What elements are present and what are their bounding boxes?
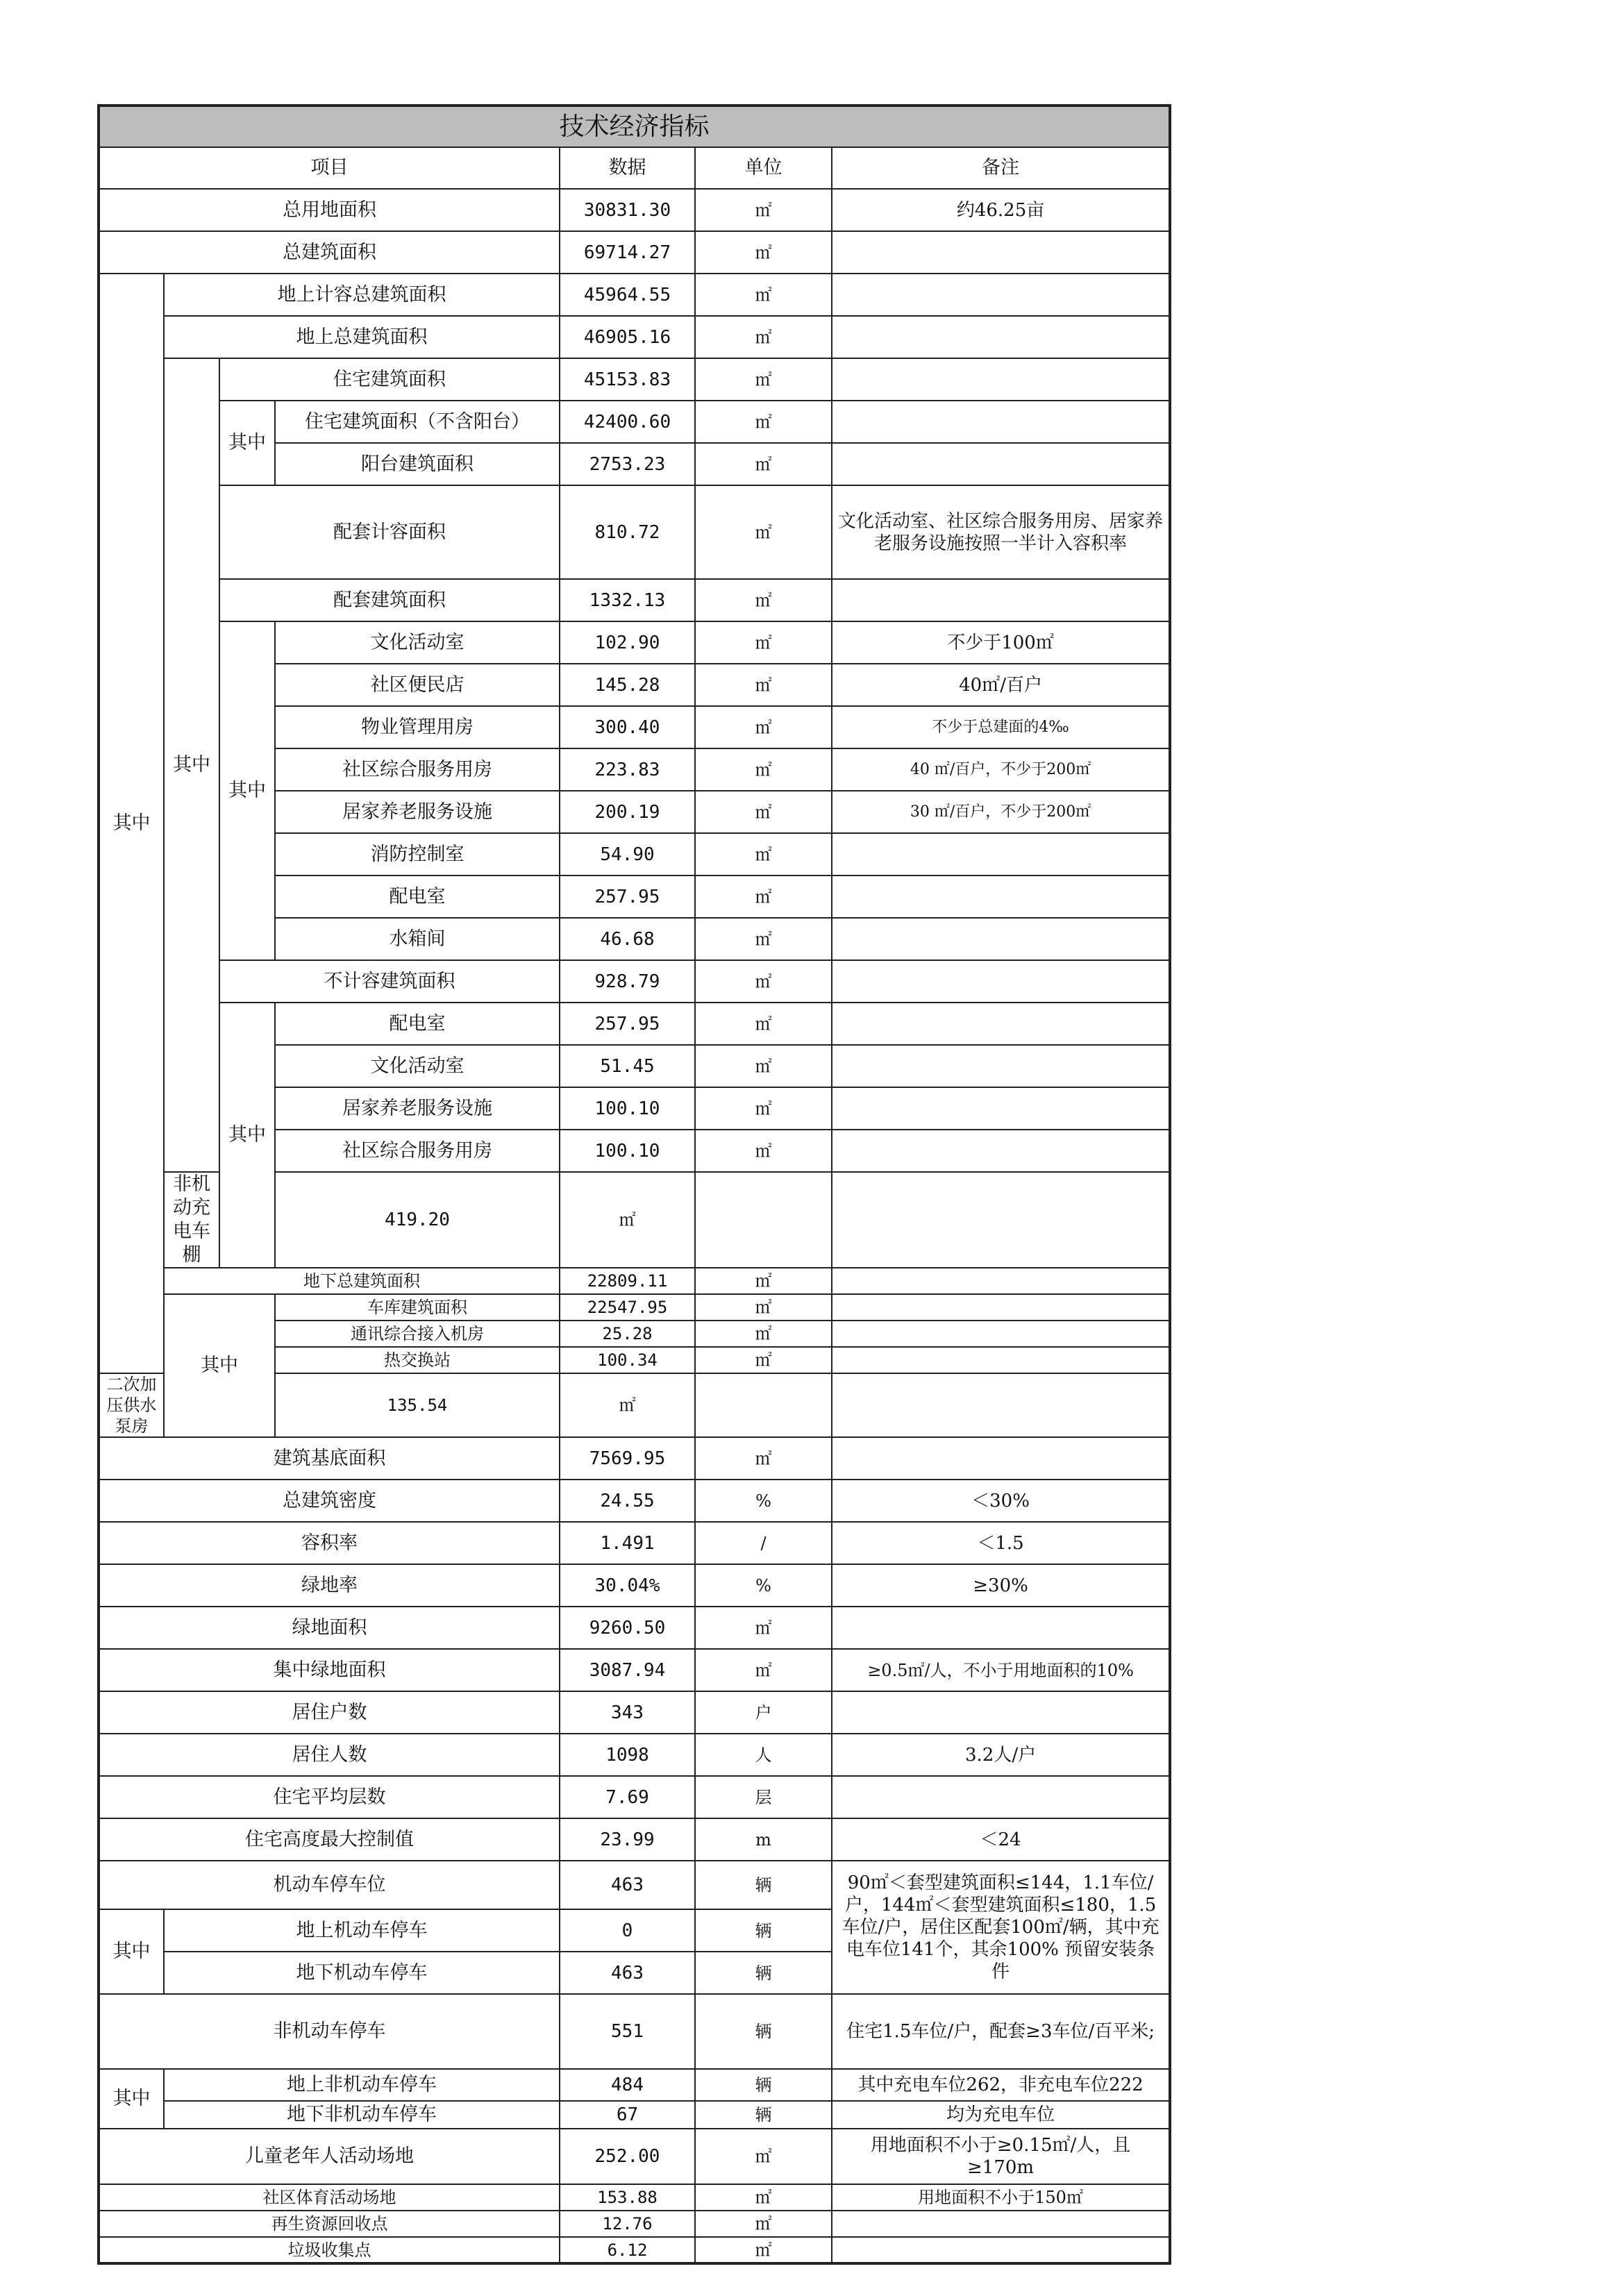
row-note xyxy=(832,1347,1170,1373)
table-row xyxy=(99,358,1170,401)
row-unit: ㎡ xyxy=(695,1347,832,1373)
group-label-l1: 其中 xyxy=(99,2069,164,2129)
row-label: 垃圾收集点 xyxy=(99,2237,560,2263)
row-label: 二次加压供水泵房 xyxy=(99,1373,164,1437)
row-label: 社区体育活动场地 xyxy=(99,2184,560,2211)
row-unit: ㎡ xyxy=(695,274,832,316)
row-label: 配电室 xyxy=(275,1003,560,1045)
row-value: 46905.16 xyxy=(560,316,695,358)
row-note: 其中充电车位262，非充电车位222 xyxy=(832,2069,1170,2101)
row-label: 通讯综合接入机房 xyxy=(275,1321,560,1347)
row-note xyxy=(832,579,1170,621)
row-note: 文化活动室、社区综合服务用房、居家养老服务设施按照一半计入容积率 xyxy=(832,485,1170,579)
row-unit: ㎡ xyxy=(695,485,832,579)
row-value: 23.99 xyxy=(560,1818,695,1861)
row-unit: ㎡ xyxy=(695,875,832,918)
row-note xyxy=(832,833,1170,875)
row-value: 100.10 xyxy=(560,1130,695,1172)
table-row xyxy=(99,1691,1170,1734)
row-unit: 户 xyxy=(695,1691,832,1734)
row-label: 文化活动室 xyxy=(275,1045,560,1087)
row-note xyxy=(832,358,1170,401)
row-value: 463 xyxy=(560,1861,695,1909)
row-unit: % xyxy=(695,1564,832,1607)
row-value: 810.72 xyxy=(560,485,695,579)
row-label: 文化活动室 xyxy=(275,621,560,664)
row-note xyxy=(832,2237,1170,2263)
row-value: 54.90 xyxy=(560,833,695,875)
row-value: 928.79 xyxy=(560,960,695,1003)
group-label-l2: 其中 xyxy=(164,1294,275,1437)
table-row xyxy=(99,2211,1170,2237)
row-note: 均为充电车位 xyxy=(832,2101,1170,2129)
row-label: 地上非机动车停车 xyxy=(164,2069,560,2101)
row-unit: ㎡ xyxy=(695,706,832,748)
table-title: 技术经济指标 xyxy=(99,106,1170,147)
row-unit: ㎡ xyxy=(695,960,832,1003)
row-label: 集中绿地面积 xyxy=(99,1649,560,1691)
row-label: 住宅建筑面积 xyxy=(219,358,560,401)
row-label: 住宅平均层数 xyxy=(99,1776,560,1818)
row-unit: ㎡ xyxy=(695,1087,832,1130)
row-value: 484 xyxy=(560,2069,695,2101)
row-note xyxy=(832,1776,1170,1818)
row-note xyxy=(832,1045,1170,1087)
row-note: ≥0.5㎡/人，不小于用地面积的10% xyxy=(832,1649,1170,1691)
row-value: 100.10 xyxy=(560,1087,695,1130)
group-label-l2: 其中 xyxy=(164,358,219,1172)
row-value: 22547.95 xyxy=(560,1294,695,1321)
row-note: 40㎡/百户 xyxy=(832,664,1170,706)
row-note xyxy=(832,401,1170,443)
row-label: 地下总建筑面积 xyxy=(164,1268,560,1294)
row-label: 再生资源回收点 xyxy=(99,2211,560,2237)
row-unit: 辆 xyxy=(695,1861,832,1909)
row-unit: ㎡ xyxy=(695,1268,832,1294)
row-label: 总建筑面积 xyxy=(99,231,560,274)
row-unit: 层 xyxy=(695,1776,832,1818)
row-label: 绿地面积 xyxy=(99,1607,560,1649)
row-value: 200.19 xyxy=(560,791,695,833)
table-row xyxy=(99,1776,1170,1818)
row-note: 不少于总建面的4‰ xyxy=(832,706,1170,748)
row-value: 102.90 xyxy=(560,621,695,664)
row-unit: 辆 xyxy=(695,2101,832,2129)
table-row xyxy=(99,1818,1170,1861)
row-unit: ㎡ xyxy=(695,664,832,706)
row-note: 90㎡＜套型建筑面积≤144，1.1车位/户，144㎡＜套型建筑面积≤180，1.5车位/户，居住区配套100㎡/辆，其中充电车位141个，其余100% 预留安装条件 xyxy=(832,1861,1170,1994)
row-label: 地上总建筑面积 xyxy=(164,316,560,358)
row-value: 223.83 xyxy=(560,748,695,791)
row-note xyxy=(832,1607,1170,1649)
row-note xyxy=(832,1294,1170,1321)
row-note: ＜1.5 xyxy=(832,1522,1170,1564)
table-row xyxy=(99,274,1170,316)
row-value: 12.76 xyxy=(560,2211,695,2237)
table-row xyxy=(99,1268,1170,1294)
row-unit: 人 xyxy=(695,1734,832,1776)
row-unit: ㎡ xyxy=(695,401,832,443)
row-unit: ㎡ xyxy=(695,189,832,231)
row-value: 7.69 xyxy=(560,1776,695,1818)
row-label: 不计容建筑面积 xyxy=(219,960,560,1003)
row-note xyxy=(832,1437,1170,1480)
row-value: 145.28 xyxy=(560,664,695,706)
row-note xyxy=(832,316,1170,358)
header-item: 项目 xyxy=(99,147,560,189)
row-label: 居家养老服务设施 xyxy=(275,1087,560,1130)
row-label: 社区综合服务用房 xyxy=(275,748,560,791)
group-label-l1: 其中 xyxy=(99,274,164,1373)
row-unit: ㎡ xyxy=(695,791,832,833)
row-unit: ㎡ xyxy=(695,833,832,875)
tech-economic-indicators-table xyxy=(97,104,1171,2265)
table-row xyxy=(99,1480,1170,1522)
row-note: 不少于100㎡ xyxy=(832,621,1170,664)
row-value: 153.88 xyxy=(560,2184,695,2211)
row-unit: ㎡ xyxy=(695,1294,832,1321)
row-note xyxy=(832,1003,1170,1045)
table-row xyxy=(99,1994,1170,2069)
row-note xyxy=(832,274,1170,316)
row-note: ≥30% xyxy=(832,1564,1170,1607)
row-value: 67 xyxy=(560,2101,695,2129)
table-row xyxy=(99,2069,1170,2101)
row-note: 用地面积不小于150㎡ xyxy=(832,2184,1170,2211)
row-value: 30.04% xyxy=(560,1564,695,1607)
row-value: 22809.11 xyxy=(560,1268,695,1294)
group-label-l1: 其中 xyxy=(99,1909,164,1994)
row-value: 463 xyxy=(560,1952,695,1994)
row-label: 配套建筑面积 xyxy=(219,579,560,621)
group-label-l3: 其中 xyxy=(219,401,275,485)
row-note: 30 ㎡/百户，不少于200㎡ xyxy=(832,791,1170,833)
row-value: 1332.13 xyxy=(560,579,695,621)
row-label: 地上计容总建筑面积 xyxy=(164,274,560,316)
row-unit: ㎡ xyxy=(695,2129,832,2184)
row-value: 100.34 xyxy=(560,1347,695,1373)
table-row xyxy=(99,1649,1170,1691)
row-note xyxy=(832,1321,1170,1347)
row-note xyxy=(832,1130,1170,1172)
row-unit: 辆 xyxy=(695,1952,832,1994)
row-unit: ㎡ xyxy=(695,1003,832,1045)
row-value: 0 xyxy=(560,1909,695,1952)
row-value: 300.40 xyxy=(560,706,695,748)
row-unit: 辆 xyxy=(695,2069,832,2101)
row-unit: ㎡ xyxy=(695,2184,832,2211)
row-label: 总用地面积 xyxy=(99,189,560,231)
row-value: 30831.30 xyxy=(560,189,695,231)
row-value: 1.491 xyxy=(560,1522,695,1564)
row-label: 社区综合服务用房 xyxy=(275,1130,560,1172)
row-note: 用地面积不小于≥0.15㎡/人，且≥170m xyxy=(832,2129,1170,2184)
row-unit: ㎡ xyxy=(695,358,832,401)
table-row xyxy=(99,316,1170,358)
row-unit: ㎡ xyxy=(695,1437,832,1480)
row-label: 社区便民店 xyxy=(275,664,560,706)
row-unit: ㎡ xyxy=(695,748,832,791)
row-value: 42400.60 xyxy=(560,401,695,443)
row-unit: ㎡ xyxy=(695,1321,832,1347)
row-unit: ㎡ xyxy=(695,231,832,274)
table-row xyxy=(99,231,1170,274)
table-row xyxy=(99,401,1170,443)
row-note xyxy=(832,918,1170,960)
row-unit: ㎡ xyxy=(695,443,832,485)
row-label: 非机动充电车棚 xyxy=(164,1172,219,1268)
row-value: 46.68 xyxy=(560,918,695,960)
table-row xyxy=(99,2237,1170,2263)
table-row xyxy=(99,2101,1170,2129)
row-note xyxy=(695,1172,832,1268)
row-label: 配电室 xyxy=(275,875,560,918)
row-label: 居住人数 xyxy=(99,1734,560,1776)
row-value: 45153.83 xyxy=(560,358,695,401)
row-label: 居住户数 xyxy=(99,1691,560,1734)
row-value: 69714.27 xyxy=(560,231,695,274)
row-value: 7569.95 xyxy=(560,1437,695,1480)
row-note xyxy=(695,1373,832,1437)
table-row xyxy=(99,485,1170,579)
row-value: 3087.94 xyxy=(560,1649,695,1691)
row-label: 绿地率 xyxy=(99,1564,560,1607)
row-label: 阳台建筑面积 xyxy=(275,443,560,485)
row-unit: ㎡ xyxy=(695,2237,832,2263)
row-note: ＜30% xyxy=(832,1480,1170,1522)
row-unit: ㎡ xyxy=(695,918,832,960)
table-row xyxy=(99,1861,1170,1909)
row-note: 3.2人/户 xyxy=(832,1734,1170,1776)
row-unit: ㎡ xyxy=(560,1172,695,1268)
row-note xyxy=(832,443,1170,485)
row-note xyxy=(832,875,1170,918)
row-note xyxy=(832,1691,1170,1734)
row-label: 消防控制室 xyxy=(275,833,560,875)
row-label: 住宅建筑面积（不含阳台） xyxy=(275,401,560,443)
row-note: 住宅1.5车位/户，配套≥3车位/百平米; xyxy=(832,1994,1170,2069)
row-note: 约46.25亩 xyxy=(832,189,1170,231)
row-label: 住宅高度最大控制值 xyxy=(99,1818,560,1861)
row-label: 车库建筑面积 xyxy=(275,1294,560,1321)
row-note xyxy=(832,1268,1170,1294)
row-value: 25.28 xyxy=(560,1321,695,1347)
row-unit: / xyxy=(695,1522,832,1564)
row-value: 419.20 xyxy=(275,1172,560,1268)
row-label: 非机动车停车 xyxy=(99,1994,560,2069)
row-label: 居家养老服务设施 xyxy=(275,791,560,833)
table-row xyxy=(99,1564,1170,1607)
row-label: 建筑基底面积 xyxy=(99,1437,560,1480)
row-unit: % xyxy=(695,1480,832,1522)
row-value: 257.95 xyxy=(560,1003,695,1045)
row-label: 配套计容面积 xyxy=(219,485,560,579)
row-label: 水箱间 xyxy=(275,918,560,960)
row-unit: m xyxy=(695,1818,832,1861)
row-label: 容积率 xyxy=(99,1522,560,1564)
table-row xyxy=(99,621,1170,664)
row-label: 热交换站 xyxy=(275,1347,560,1373)
row-note xyxy=(832,1087,1170,1130)
table-row xyxy=(99,579,1170,621)
row-value: 252.00 xyxy=(560,2129,695,2184)
row-label: 物业管理用房 xyxy=(275,706,560,748)
row-unit: 辆 xyxy=(695,1909,832,1952)
row-label: 地下机动车停车 xyxy=(164,1952,560,1994)
row-value: 45964.55 xyxy=(560,274,695,316)
row-note xyxy=(832,2211,1170,2237)
row-unit: ㎡ xyxy=(695,1649,832,1691)
row-label: 儿童老年人活动场地 xyxy=(99,2129,560,2184)
row-label: 地上机动车停车 xyxy=(164,1909,560,1952)
row-value: 1098 xyxy=(560,1734,695,1776)
table-row xyxy=(99,2184,1170,2211)
row-label: 地下非机动车停车 xyxy=(164,2101,560,2129)
header-unit: 单位 xyxy=(695,147,832,189)
row-note xyxy=(832,231,1170,274)
row-value: 135.54 xyxy=(275,1373,560,1437)
row-value: 2753.23 xyxy=(560,443,695,485)
row-unit: ㎡ xyxy=(695,1045,832,1087)
group-label-l3: 其中 xyxy=(219,621,275,960)
table-row xyxy=(99,1294,1170,1321)
row-unit: ㎡ xyxy=(695,316,832,358)
table-row xyxy=(99,1437,1170,1480)
row-unit: ㎡ xyxy=(695,1607,832,1649)
row-value: 551 xyxy=(560,1994,695,2069)
row-label: 机动车停车位 xyxy=(99,1861,560,1909)
row-unit: ㎡ xyxy=(695,579,832,621)
row-unit: ㎡ xyxy=(695,1130,832,1172)
table-row xyxy=(99,1522,1170,1564)
row-label: 总建筑密度 xyxy=(99,1480,560,1522)
table-row xyxy=(99,1734,1170,1776)
row-unit: ㎡ xyxy=(695,2211,832,2237)
row-unit: 辆 xyxy=(695,1994,832,2069)
row-value: 6.12 xyxy=(560,2237,695,2263)
row-value: 51.45 xyxy=(560,1045,695,1087)
row-note: ＜24 xyxy=(832,1818,1170,1861)
row-value: 9260.50 xyxy=(560,1607,695,1649)
table-row xyxy=(99,1607,1170,1649)
table-row xyxy=(99,960,1170,1003)
row-unit: ㎡ xyxy=(560,1373,695,1437)
row-note: 40 ㎡/百户，不少于200㎡ xyxy=(832,748,1170,791)
header-data: 数据 xyxy=(560,147,695,189)
header-note: 备注 xyxy=(832,147,1170,189)
row-value: 343 xyxy=(560,1691,695,1734)
row-unit: ㎡ xyxy=(695,621,832,664)
table-row xyxy=(99,1003,1170,1045)
table-row xyxy=(99,2129,1170,2184)
table-row xyxy=(99,189,1170,231)
group-label-l3: 其中 xyxy=(219,1003,275,1268)
row-value: 24.55 xyxy=(560,1480,695,1522)
row-value: 257.95 xyxy=(560,875,695,918)
row-note xyxy=(832,960,1170,1003)
